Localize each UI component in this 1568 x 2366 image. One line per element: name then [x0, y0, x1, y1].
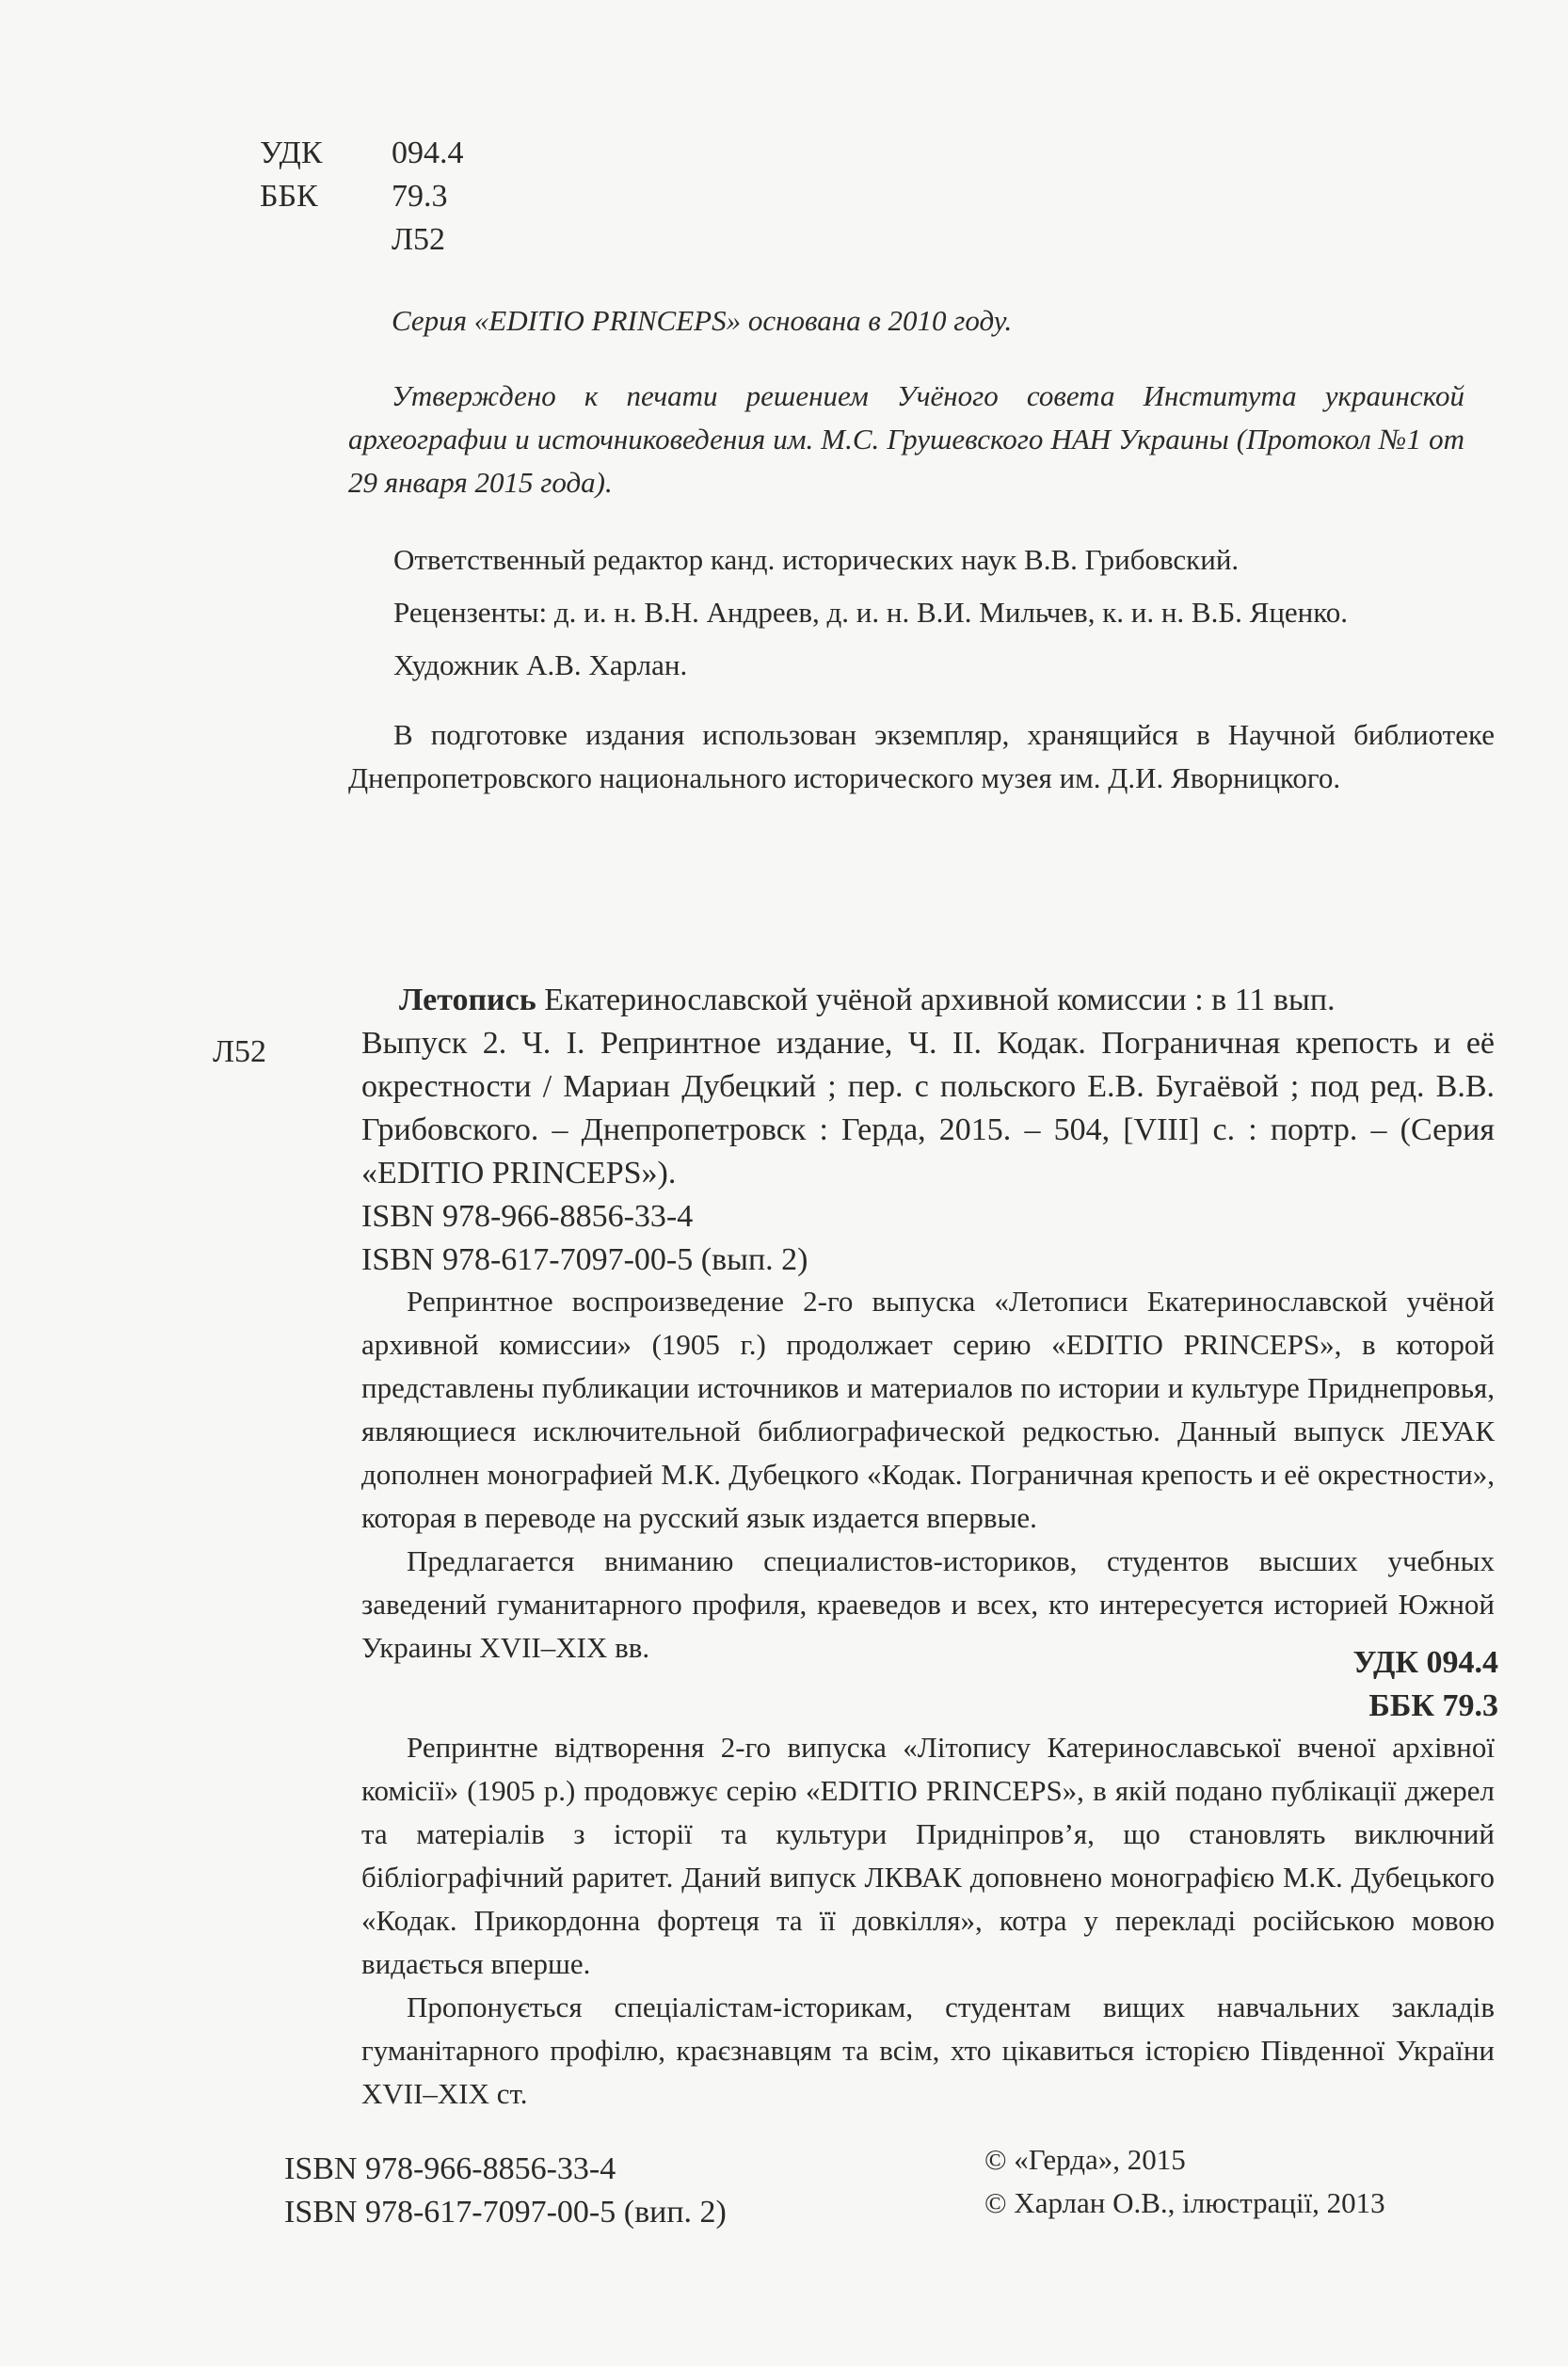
- abstract-ru-para1: Репринтное воспроизведение 2-го выпуска «Летописи Екатеринославской учёной архивной комиссии» (1905 г.) продолжает серию «EDITIO PRINCEPS», в которой представлены публикации источников и материалов по истории и культуре Приднепровья, являющиеся исключительной библиографической редкостью. Данный выпуск ЛЕУАК дополнен монографией М.К. Дубецкого «Кодак. Пограничная крепость и её окрестности», которая в переводе на русский язык издается впервые.: [361, 1285, 1495, 1534]
- udk-block: [260, 132, 730, 262]
- credits: [393, 538, 1504, 687]
- footer-isbn-2: ISBN 978-617-7097-00-5 (вип. 2): [284, 2195, 727, 2230]
- abstract-ru-para2: Предлагается вниманию специалистов-историков, студентов высших учебных заведений гуманитарного профиля, краеведов и всех, кто интересуется историей Южной Украины XVII–XIX вв.: [361, 1544, 1495, 1664]
- classification: [1035, 1641, 1498, 1728]
- udk-label: УДК: [260, 136, 323, 170]
- abstract-uk: [361, 1726, 1495, 2116]
- footer-copyright: [984, 2138, 1512, 2225]
- editor-line: Ответственный редактор канд. исторических наук В.В. Грибовский.: [393, 543, 1240, 576]
- approval-note: Утверждено к печати решением Учёного совета Института украинской археографии и источниковедения им. М.С. Грушевского НАН Украины (Протокол №1 от 29 января 2015 года).: [348, 379, 1464, 499]
- artist-line: Художник А.В. Харлан.: [393, 648, 688, 681]
- bibliographic-record: [361, 979, 1495, 1282]
- reviewers-line: Рецензенты: д. и. н. В.Н. Андреев, д. и. н. В.И. Мильчев, к. и. н. В.Б. Яценко.: [393, 596, 1349, 629]
- bbk-label: ББК: [260, 179, 318, 214]
- bib-title-rest: Екатеринославской учёной архивной комиссии : в 11 вып.: [536, 983, 1336, 1017]
- udk-line: [260, 132, 730, 175]
- bbk-line: [260, 175, 730, 218]
- classification-udk: УДК 094.4: [1352, 1645, 1498, 1680]
- abstract-uk-para1: Репринтне відтворення 2-го випуска «Літопису Катеринославської вченої архівної комісії» (1905 р.) продовжує серію «EDITIO PRINCEPS», в якій подано публікації джерел та матеріалів з історії та культури Придніпров’я, що становлять виключний бібліографічний раритет. Даний випуск ЛКВАК доповнено монографією М.К. Дубецького «Кодак. Прикордонна фортеця та її довкілля», котра у перекладі російською мовою видається вперше.: [361, 1731, 1495, 1980]
- author-mark: Л52: [392, 222, 446, 257]
- bib-margin-mark: Л52: [213, 1034, 267, 1069]
- author-mark-line: [260, 218, 730, 262]
- copyright-publisher: © «Герда», 2015: [984, 2143, 1186, 2176]
- abstract-uk-para2: Пропонується спеціалістам-історикам, студентам вищих навчальних закладів гуманітарного профілю, краєзнавцям та всім, хто цікавиться історією Південної України XVII–XIX ст.: [361, 1990, 1495, 2110]
- bib-isbn-2: ISBN 978-617-7097-00-5 (вып. 2): [361, 1242, 808, 1277]
- series-note: Серия «EDITIO PRINCEPS» основана в 2010 году.: [392, 304, 1013, 337]
- classification-bbk: ББК 79.3: [1368, 1688, 1498, 1723]
- copyright-illustrator: © Харлан О.В., ілюстрації, 2013: [984, 2186, 1385, 2219]
- bib-description: Выпуск 2. Ч. I. Репринтное издание, Ч. II. Кодак. Пограничная крепость и её окрестности / Мариан Дубецкий ; пер. с польского Е.В. Бугаёвой ; под ред. В.В. Грибовского. – Днепропетровск : Герда, 2015. – 504, [VIII] с. : портр. – (Серия «EDITIO PRINCEPS»).: [361, 1026, 1495, 1191]
- udk-value: 094.4: [392, 136, 464, 170]
- abstract-ru: [361, 1280, 1495, 1670]
- bib-title-bold: Летопись: [399, 983, 536, 1017]
- bib-isbn-1: ISBN 978-966-8856-33-4: [361, 1199, 694, 1234]
- footer-isbn: [284, 2148, 943, 2234]
- bbk-value: 79.3: [392, 179, 448, 214]
- footer-isbn-1: ISBN 978-966-8856-33-4: [284, 2151, 616, 2186]
- source-note: В подготовке издания использован экземпляр, хранящийся в Научной библиотеке Днепропетровского национального исторического музея им. Д.И. Яворницкого.: [348, 718, 1495, 794]
- bib-title-line: [361, 979, 1495, 1022]
